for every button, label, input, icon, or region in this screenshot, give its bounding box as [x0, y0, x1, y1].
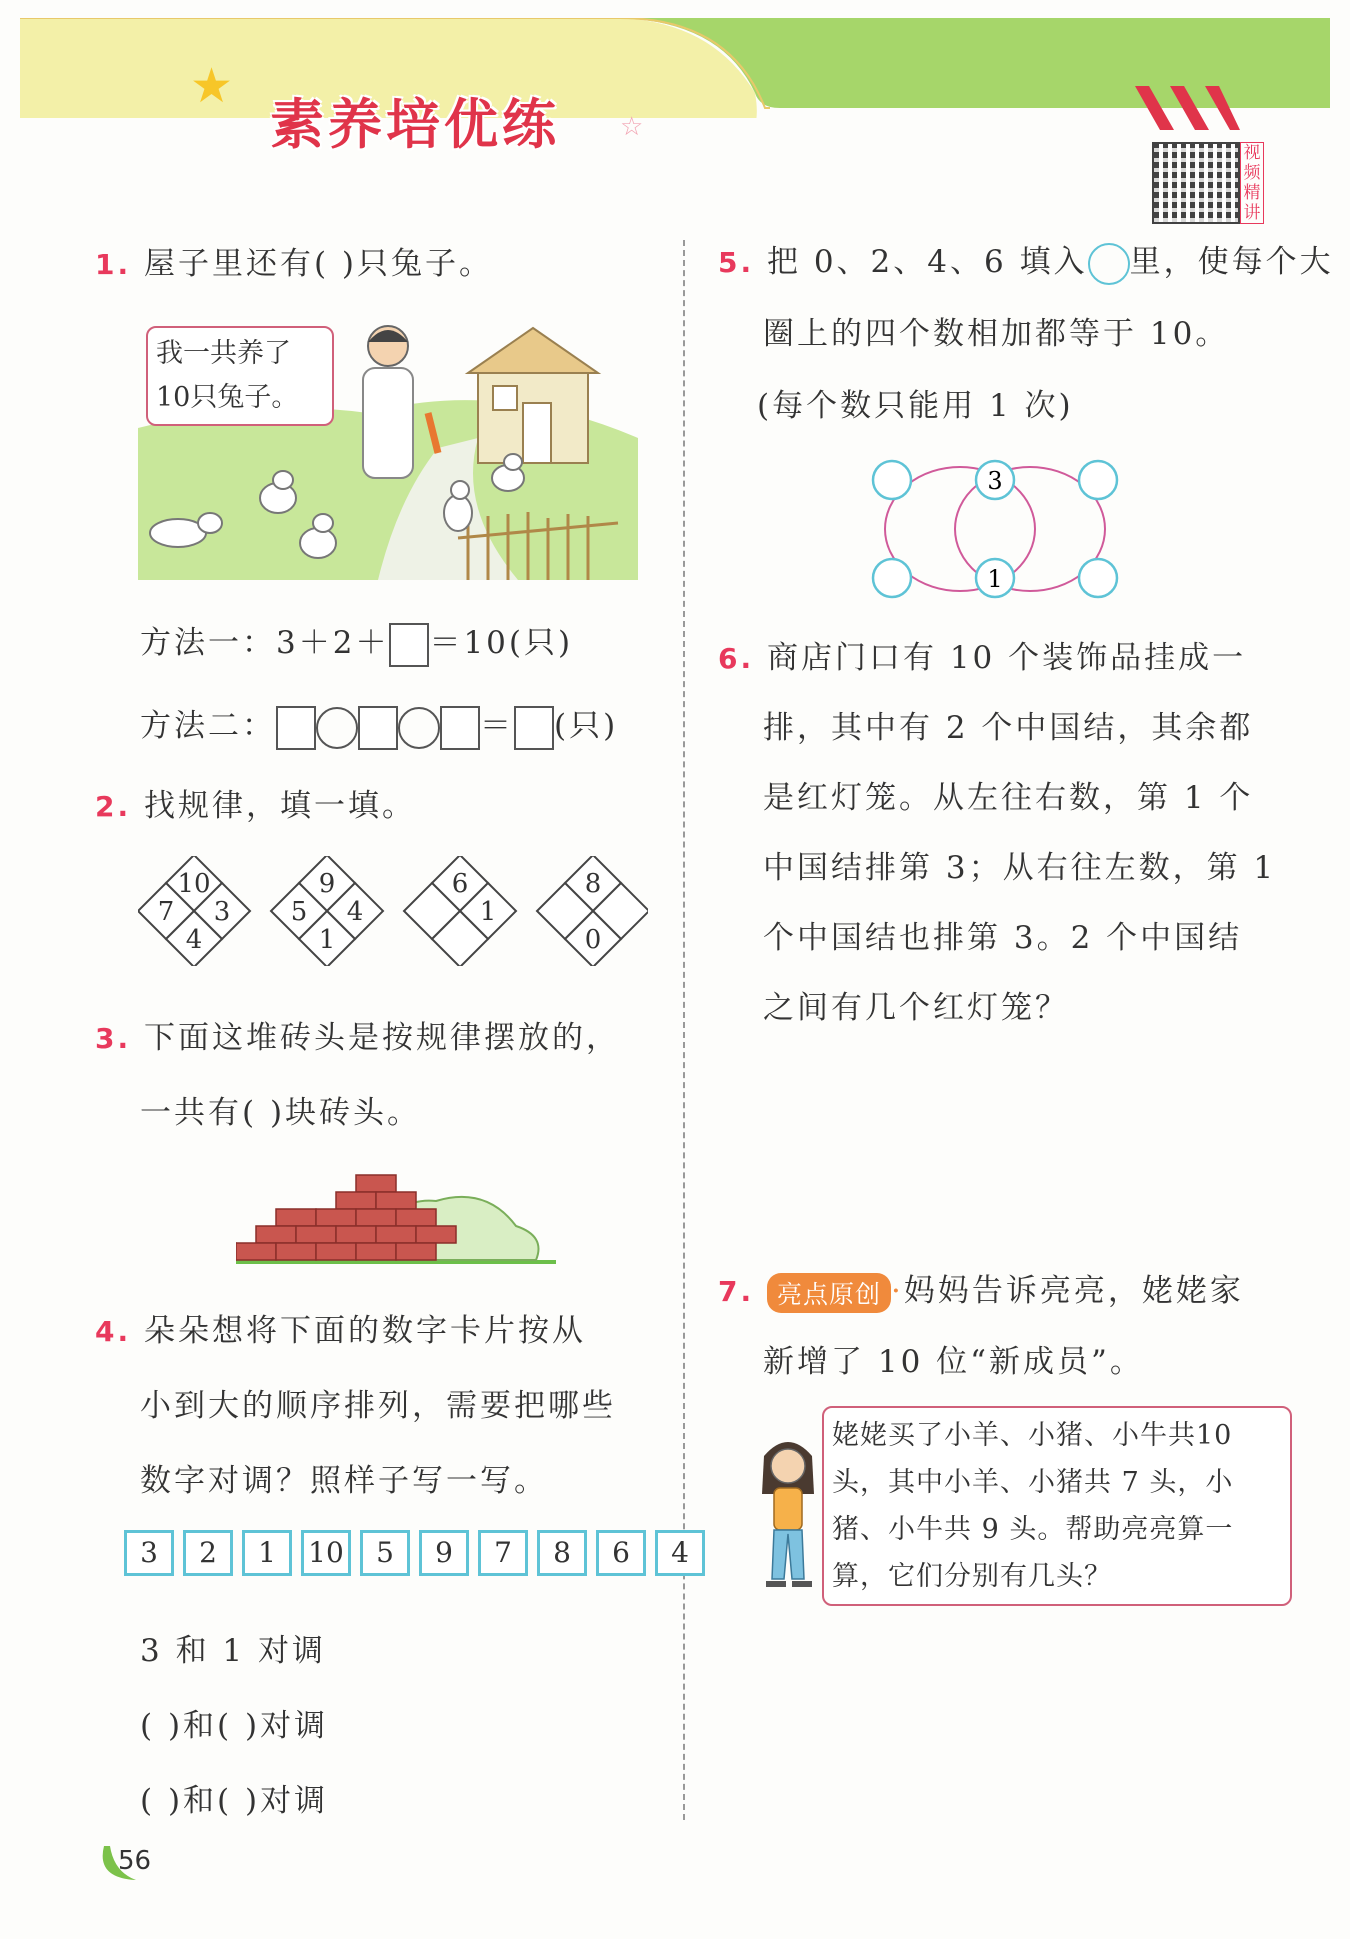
q5-line1: [718, 236, 1334, 285]
brick: [356, 1243, 396, 1260]
number-card: 4: [655, 1530, 705, 1576]
unit-label: (只): [554, 708, 619, 744]
brick: [316, 1209, 356, 1226]
q5-number: 5.: [718, 246, 755, 279]
q7-line2: 新增了 10 位“新成员”。: [763, 1344, 1144, 1380]
q5-line2: 圈上的四个数相加都等于 10。: [763, 316, 1230, 352]
q3-text: 下面这堆砖头是按规律摆放的，: [143, 1020, 620, 1056]
star-icon: ★: [190, 58, 234, 114]
q6-text: 商店门口有 10 个装饰品挂成一: [766, 640, 1247, 676]
small-star-icon: ☆: [620, 112, 644, 142]
q3-number: 3.: [95, 1022, 132, 1055]
method1-right: ＝10(只): [429, 625, 574, 661]
diamond-number: 0: [584, 925, 602, 955]
q4-text: 朵朵想将下面的数字卡片按从: [143, 1313, 586, 1349]
diamond-number: 1: [318, 925, 336, 955]
number-card: 9: [419, 1530, 469, 1576]
q3-line1: [95, 1012, 620, 1057]
brick: [356, 1175, 396, 1192]
q4-line2: 小到大的顺序排列，需要把哪些: [140, 1388, 616, 1424]
q1-prompt: [95, 238, 493, 283]
q1-text: 屋子里还有( )只兔子。: [143, 246, 494, 282]
method1-left: 3＋2＋: [276, 625, 390, 661]
q6-line: 排，其中有 2 个中国结，其余都: [763, 710, 1254, 746]
circle-puzzle-diagram: [870, 454, 1120, 604]
brick: [416, 1226, 456, 1243]
number-card: 2: [183, 1530, 233, 1576]
number-card: 3: [124, 1530, 174, 1576]
q1-method2: [140, 700, 618, 750]
q2-prompt: [95, 780, 416, 825]
brick: [336, 1226, 376, 1243]
answer-box[interactable]: [389, 623, 429, 667]
diamond-number: 7: [157, 897, 175, 927]
q4-answer-line[interactable]: ( )和( )对调: [140, 1708, 329, 1744]
brick: [336, 1192, 376, 1209]
number-card: 6: [596, 1530, 646, 1576]
q7-speech-bubble: [822, 1406, 1292, 1606]
q4-example: 3 和 1 对调: [140, 1633, 327, 1669]
q2-number: 2.: [95, 790, 132, 823]
section-title: 素养培优练: [270, 93, 560, 156]
q4-answer-line[interactable]: ( )和( )对调: [140, 1783, 329, 1819]
q2-text: 找规律，填一填。: [143, 788, 416, 824]
q4-line3: 数字对调？照样子写一写。: [140, 1463, 548, 1499]
highlight-badge: 亮点原创: [767, 1273, 891, 1313]
diamond-number: 6: [451, 869, 469, 899]
q1-speech-line: 我一共养了: [156, 338, 291, 369]
method2-label: 方法二：: [140, 708, 276, 744]
given-number-bottom: 1: [987, 565, 1003, 593]
q1-number: 1.: [95, 248, 132, 281]
q6-line: 之间有几个红灯笼？: [763, 990, 1069, 1026]
q6-line: 个中国结也排第 3。2 个中国结: [763, 920, 1243, 956]
qr-code-icon[interactable]: [1152, 142, 1240, 224]
brick: [276, 1243, 316, 1260]
diamond-number: 5: [290, 897, 308, 927]
number-card: 7: [478, 1530, 528, 1576]
diamond-number: 10: [177, 869, 211, 899]
column-divider: [683, 240, 685, 1820]
operator-circle[interactable]: [398, 707, 440, 749]
q1-speech-line: 10只兔子。: [156, 382, 299, 413]
brick: [256, 1226, 296, 1243]
operator-circle[interactable]: [316, 707, 358, 749]
given-number-top: 3: [987, 467, 1003, 495]
method1-label: 方法一：: [140, 625, 276, 661]
number-card: 5: [360, 1530, 410, 1576]
circle-icon: [1088, 243, 1130, 285]
brick: [296, 1226, 336, 1243]
diamond-number: 4: [346, 897, 364, 927]
brick: [316, 1243, 356, 1260]
brick: [396, 1209, 436, 1226]
q6-number: 6.: [718, 642, 755, 675]
q5-line3: (每个数只能用 1 次): [757, 388, 1074, 424]
diamond-number: 3: [213, 897, 231, 927]
brick: [396, 1243, 436, 1260]
q7-number: 7.: [718, 1275, 755, 1308]
qr-label: 视频精讲: [1240, 142, 1264, 224]
brick: [236, 1243, 276, 1260]
brick: [356, 1209, 396, 1226]
brick: [376, 1226, 416, 1243]
brick: [376, 1192, 416, 1209]
q6-line: [718, 632, 1246, 677]
q7-speech-line: 姥姥买了小羊、小猪、小牛共10: [832, 1420, 1233, 1451]
girl-illustration: [752, 1434, 824, 1594]
diamond-number: 4: [185, 925, 203, 955]
q7-line1: 7. 亮点原创 ·妈妈告诉亮亮，姥姥家: [718, 1265, 1244, 1313]
q5-text: 里，使每个大: [1129, 244, 1334, 280]
answer-box[interactable]: [440, 706, 480, 750]
diamond-number: 8: [584, 869, 602, 899]
answer-box[interactable]: [514, 706, 554, 750]
q1-method1: [140, 617, 573, 667]
equals-sign: ＝: [480, 708, 514, 744]
q7-speech-line: 猪、小牛共 9 头。帮助亮亮算一: [832, 1514, 1234, 1545]
q7-speech-line: 算，它们分别有几头？: [832, 1561, 1112, 1592]
q3-line2: 一共有( )块砖头。: [140, 1095, 422, 1131]
brick-pile-illustration: [236, 1156, 556, 1266]
q4-line1: [95, 1305, 586, 1350]
diamond-number: 9: [318, 869, 336, 899]
q7-text: 妈妈告诉亮亮，姥姥家: [903, 1273, 1244, 1309]
number-cards: [124, 1530, 714, 1576]
q4-number: 4.: [95, 1315, 132, 1348]
decorative-stripes-icon: [1130, 86, 1240, 130]
diamond-patterns: [138, 856, 648, 966]
q6-line: 中国结排第 3；从右往左数，第 1: [763, 850, 1277, 886]
brick: [276, 1209, 316, 1226]
q7-speech-line: 头，其中小羊、小猪共 7 头，小: [832, 1467, 1234, 1498]
answer-box[interactable]: [276, 706, 316, 750]
number-card: 8: [537, 1530, 587, 1576]
answer-box[interactable]: [358, 706, 398, 750]
number-card: 10: [301, 1530, 351, 1576]
page-number: 56: [118, 1846, 152, 1876]
q5-text: 把 0、2、4、6 填入: [766, 244, 1088, 280]
diamond-number: 1: [479, 897, 497, 927]
q6-line: 是红灯笼。从左往右数，第 1 个: [763, 780, 1254, 816]
number-card: 1: [242, 1530, 292, 1576]
q1-speech-bubble: [146, 326, 334, 426]
